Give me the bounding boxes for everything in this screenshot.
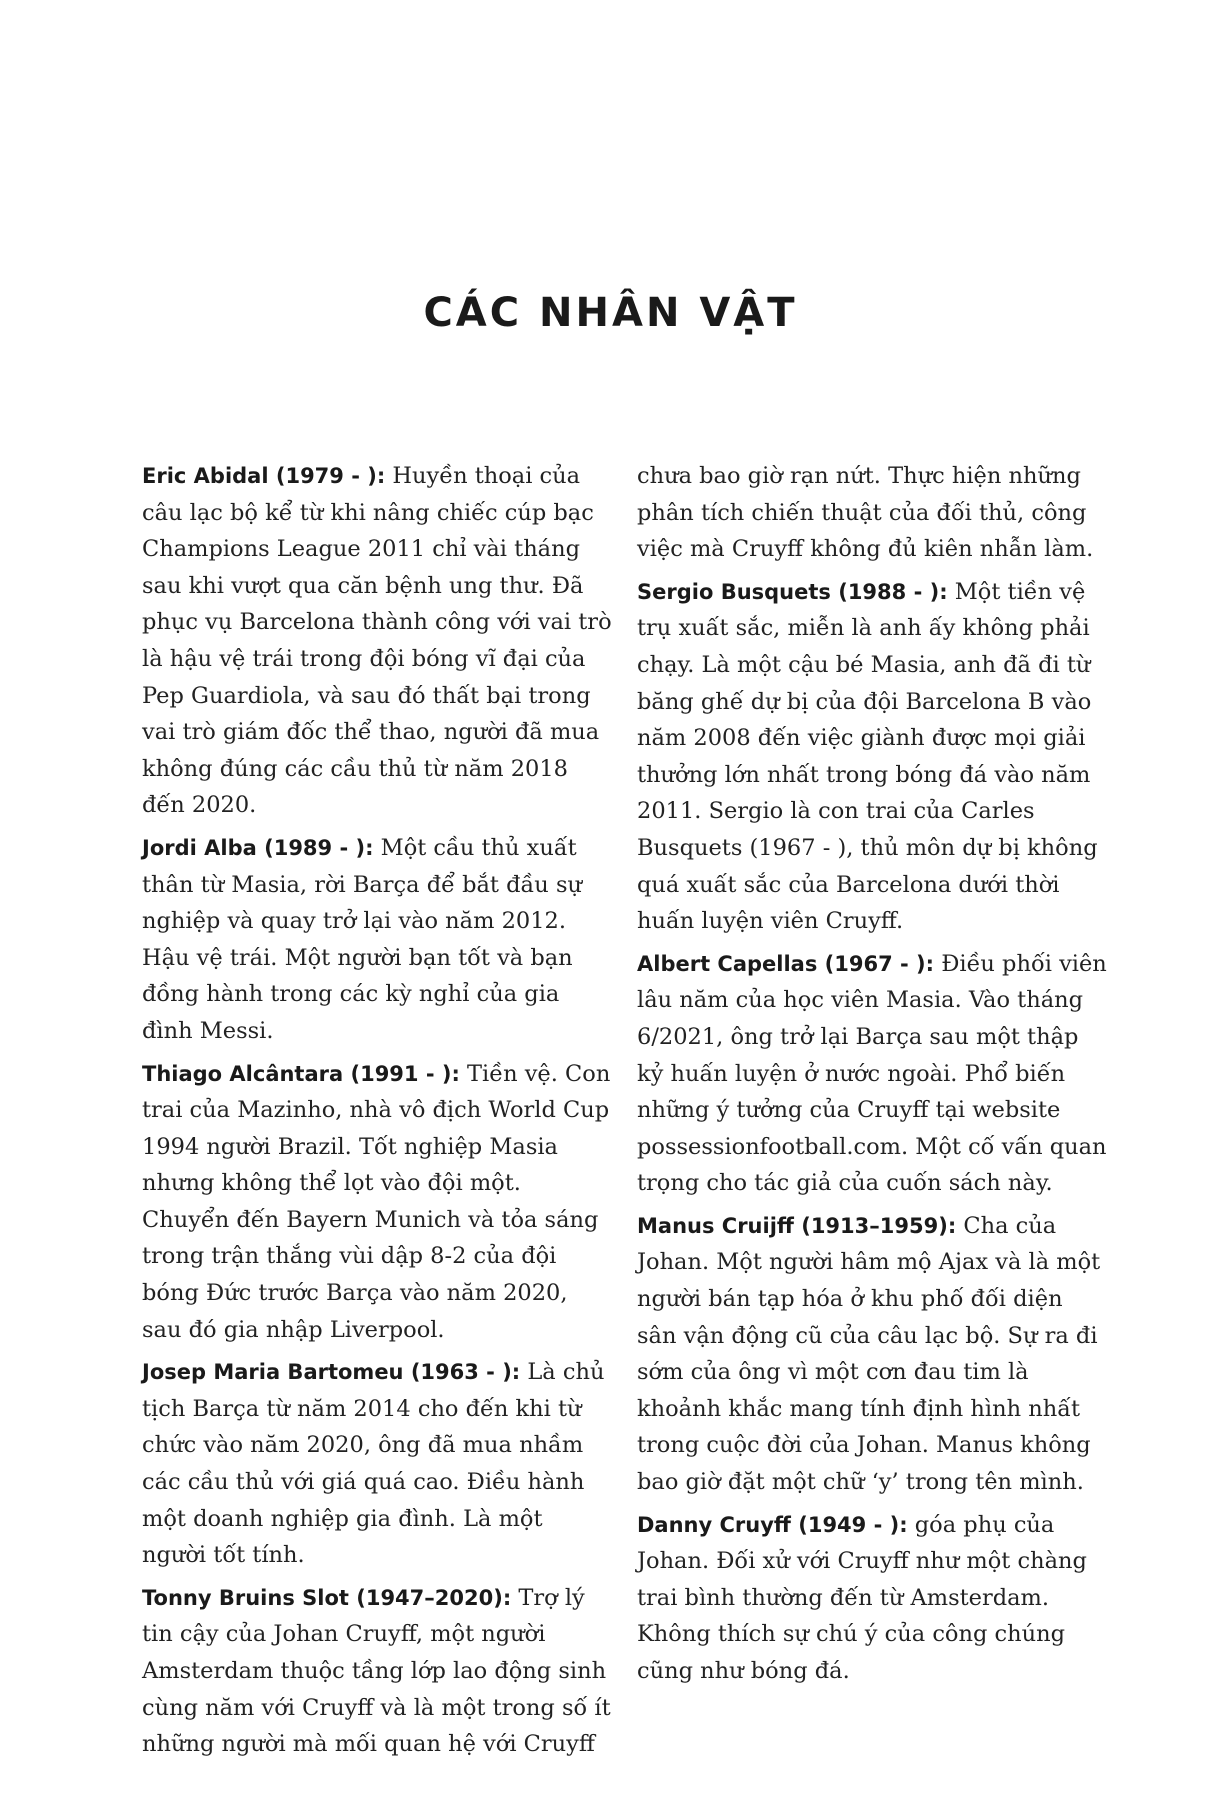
left-column — [142, 458, 612, 1769]
character-name: Jordi Alba (1989 - ) — [142, 835, 366, 860]
character-description: Cha của Johan. Một người hâm mộ Ajax và là một người bán tạp hóa ở khu phố đối diện sân vận động cũ của câu lạc bộ. Sự ra đi sớm của ông vì một cơn đau tim là khoảnh khắc mang tính định hình nhất trong cuộc đời của Johan. Manus không bao giờ đặt một chữ ‘y’ trong tên mình. — [637, 1212, 1101, 1496]
character-name: Danny Cruyff (1949 - ) — [637, 1512, 900, 1537]
character-description: Trợ lý tin cậy của Johan Cruyff, một người Amsterdam thuộc tầng lớp lao động sinh cùng năm với Cruyff và là một trong số ít những người mà mối quan hệ với Cruyff — [142, 1584, 611, 1758]
character-entry: Jordi Alba (1989 - ): Một cầu thủ xuất thân từ Masia, rời Barça để bắt đầu sự nghiệp và quay trở lại vào năm 2012. Hậu vệ trái. Một người bạn tốt và bạn đồng hành trong các kỳ nghỉ của gia đình Messi. — [142, 834, 582, 1044]
character-description: Một tiền vệ trụ xuất sắc, miễn là anh ấy không phải chạy. Là một cậu bé Masia, anh đã đi từ băng ghế dự bị của đội Barcelona B vào năm 2008 đến việc giành được mọi giải thưởng lớn nhất trong bóng đá vào năm 2011. Sergio là con trai của Carles Busquets (1967 - ), thủ môn dự bị không quá xuất sắc của Barcelona dưới thời huấn luyện viên Cruyff. — [637, 578, 1098, 935]
character-name: Albert Capellas (1967 - ) — [637, 951, 926, 976]
character-description: Là chủ tịch Barça từ năm 2014 cho đến khi từ chức vào năm 2020, ông đã mua nhầm các cầu thủ với giá quá cao. Điều hành một doanh nghiệp gia đình. Là một người tốt tính. — [142, 1359, 605, 1569]
character-name: Manus Cruijff (1913–1959) — [637, 1213, 948, 1238]
character-description: Huyền thoại của câu lạc bộ kể từ khi nâng chiếc cúp bạc Champions League 2011 chỉ vài tháng sau khi vượt qua căn bệnh ung thư. Đã phục vụ Barcelona thành công với vai trò là hậu vệ trái trong đội bóng vĩ đại của Pep Guardiola, và sau đó thất bại trong vai trò giám đốc thể thao, người đã mua không đúng các cầu thủ từ năm 2018 đến 2020. — [142, 463, 612, 819]
character-description: góa phụ của Johan. Đối xử với Cruyff như một chàng trai bình thường đến từ Amsterdam. Không thích sự chú ý của công chúng cũng như bóng đá. — [637, 1511, 1087, 1684]
page-title: CÁC NHÂN VẬT — [423, 290, 798, 336]
character-entry: Josep Maria Bartomeu (1963 - ): Là chủ tịch Barça từ năm 2014 cho đến khi từ chức vào năm 2020, ông đã mua nhầm các cầu thủ với giá quá cao. Điều hành một doanh nghiệp gia đình. Là một người tốt tính. — [142, 1359, 605, 1569]
character-entry: Thiago Alcântara (1991 - ): Tiền vệ. Con trai của Mazinho, nhà vô địch World Cup 1994 người Brazil. Tốt nghiệp Masia nhưng không thể lọt vào đội một. Chuyển đến Bayern Munich và tỏa sáng trong trận thắng vùi dập 8-2 của đội bóng Đức trước Barça vào năm 2020, sau đó gia nhập Liverpool. — [142, 1060, 611, 1343]
character-entry: Manus Cruijff (1913–1959): Cha của Johan. Một người hâm mộ Ajax và là một người bán tạp hóa ở khu phố đối diện sân vận động cũ của câu lạc bộ. Sự ra đi sớm của ông vì một cơn đau tim là khoảnh khắc mang tính định hình nhất trong cuộc đời của Johan. Manus không bao giờ đặt một chữ ‘y’ trong tên mình. — [637, 1212, 1101, 1496]
character-name: Josep Maria Bartomeu (1963 - ) — [142, 1360, 512, 1385]
character-name: Sergio Busquets (1988 - ) — [637, 579, 940, 604]
character-description: Tiền vệ. Con trai của Mazinho, nhà vô địch World Cup 1994 người Brazil. Tốt nghiệp Masia nhưng không thể lọt vào đội một. Chuyển đến Bayern Munich và tỏa sáng trong trận thắng vùi dập 8-2 của đội bóng Đức trước Barça vào năm 2020, sau đó gia nhập Liverpool. — [142, 1060, 611, 1343]
character-entry: Danny Cruyff (1949 - ): góa phụ của Johan. Đối xử với Cruyff như một chàng trai bình thường đến từ Amsterdam. Không thích sự chú ý của công chúng cũng như bóng đá. — [637, 1511, 1087, 1684]
character-description: Một cầu thủ xuất thân từ Masia, rời Barça để bắt đầu sự nghiệp và quay trở lại vào năm 2012. Hậu vệ trái. Một người bạn tốt và bạn đồng hành trong các kỳ nghỉ của gia đình Messi. — [142, 834, 582, 1044]
character-description: Điều phối viên lâu năm của học viên Masia. Vào tháng 6/2021, ông trở lại Barça sau một thập kỷ huấn luyện ở nước ngoài. Phổ biến những ý tưởng của Cruyff tại website possessionfootball.com. Một cố vấn quan trọng cho tác giả của cuốn sách này. — [637, 950, 1107, 1197]
character-name: Tonny Bruins Slot (1947–2020) — [142, 1585, 503, 1610]
right-column — [637, 458, 1107, 1696]
continued-text: chưa bao giờ rạn nứt. Thực hiện những phân tích chiến thuật của đối thủ, công việc mà Cruyff không đủ kiên nhẫn làm. — [637, 463, 1094, 563]
character-name: Thiago Alcântara (1991 - ) — [142, 1061, 452, 1086]
character-entry: Eric Abidal (1979 - ): Huyền thoại của câu lạc bộ kể từ khi nâng chiếc cúp bạc Champions League 2011 chỉ vài tháng sau khi vượt qua căn bệnh ung thư. Đã phục vụ Barcelona thành công với vai trò là hậu vệ trái trong đội bóng vĩ đại của Pep Guardiola, và sau đó thất bại trong vai trò giám đốc thể thao, người đã mua không đúng các cầu thủ từ năm 2018 đến 2020. — [142, 463, 612, 819]
character-name: Eric Abidal (1979 - ) — [142, 464, 377, 488]
character-entry: Sergio Busquets (1988 - ): Một tiền vệ trụ xuất sắc, miễn là anh ấy không phải chạy. Là một cậu bé Masia, anh đã đi từ băng ghế dự bị của đội Barcelona B vào năm 2008 đến việc giành được mọi giải thưởng lớn nhất trong bóng đá vào năm 2011. Sergio là con trai của Carles Busquets (1967 - ), thủ môn dự bị không quá xuất sắc của Barcelona dưới thời huấn luyện viên Cruyff. — [637, 578, 1098, 935]
character-entry: Albert Capellas (1967 - ): Điều phối viên lâu năm của học viên Masia. Vào tháng 6/2021, ông trở lại Barça sau một thập kỷ huấn luyện ở nước ngoài. Phổ biến những ý tưởng của Cruyff tại website possessionfootball.com. Một cố vấn quan trọng cho tác giả của cuốn sách này. — [637, 950, 1107, 1197]
character-entry: Tonny Bruins Slot (1947–2020): Trợ lý tin cậy của Johan Cruyff, một người Amsterdam thuộc tầng lớp lao động sinh cùng năm với Cruyff và là một trong số ít những người mà mối quan hệ với Cruyff — [142, 1584, 611, 1758]
